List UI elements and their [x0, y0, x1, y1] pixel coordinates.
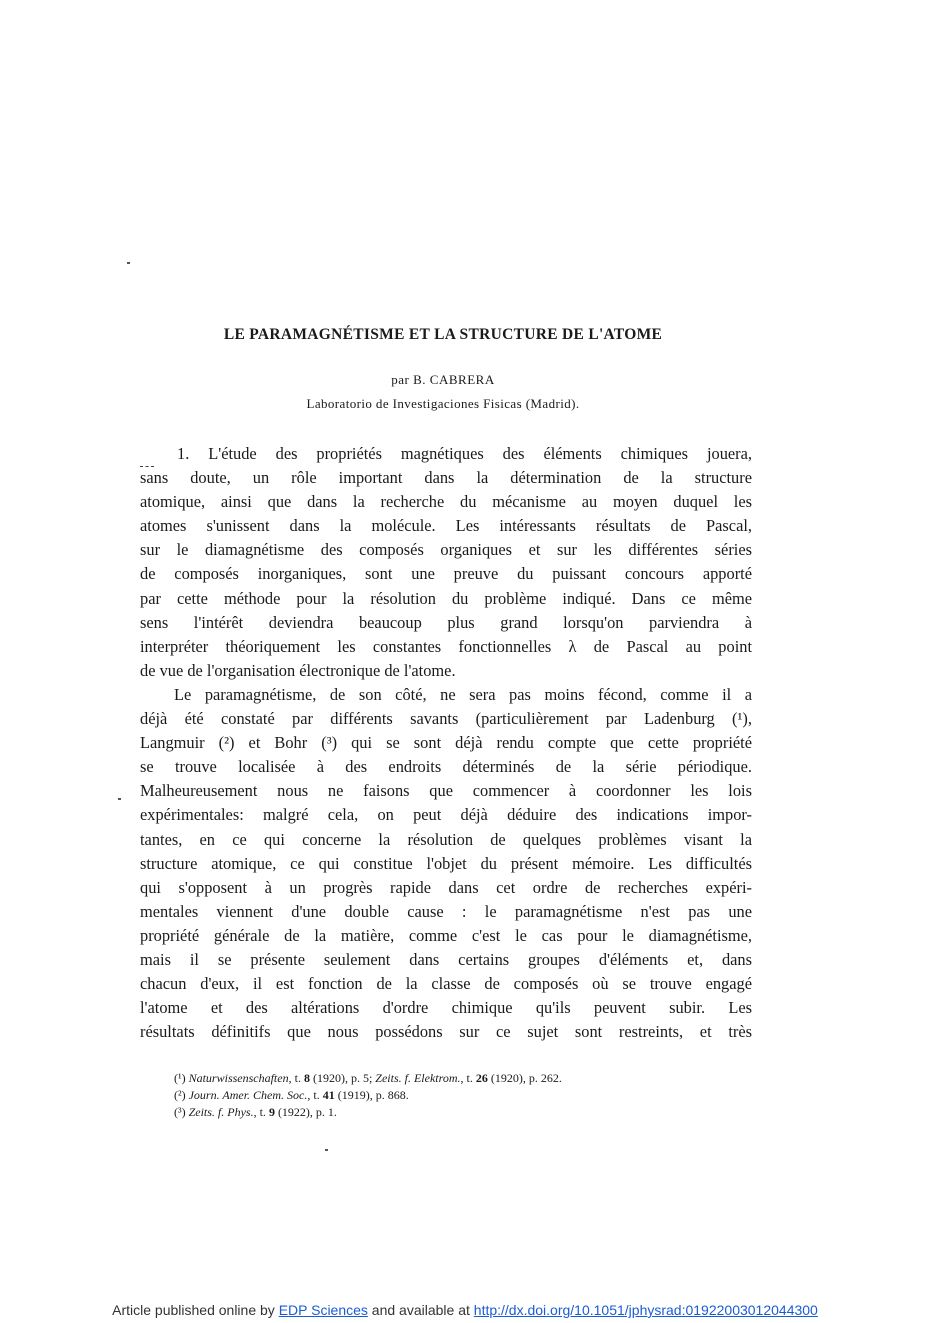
- body-line: par cette méthode pour la résolution du problème indiqué. Dans ce même: [140, 588, 752, 608]
- author-affiliation: Laboratorio de Investigaciones Fisicas (Madrid).: [306, 396, 580, 411]
- footnote-2: [174, 1087, 774, 1104]
- banner-prefix: Article published online by: [112, 1302, 279, 1318]
- footnote-mark: (³): [174, 1105, 186, 1119]
- body-line: sur le diamagnétisme des composés organiques et sur les différentes séries: [140, 540, 752, 560]
- footnote-text: , t.: [253, 1105, 269, 1119]
- body-line: l'atome et des altérations d'ordre chimique qu'ils peuvent subir. Les: [140, 998, 752, 1018]
- body-line: structure atomique, ce qui constitue l'objet du présent mémoire. Les difficultés: [140, 853, 752, 873]
- body-line: tantes, en ce qui concerne la résolution de quelques problèmes visant la: [140, 829, 752, 849]
- scan-speck: [325, 1149, 328, 1151]
- body-line: atomique, ainsi que dans la recherche du mécanisme au moyen duquel les: [140, 492, 752, 512]
- footnote-journal: Zeits. f. Elektrom.: [375, 1071, 461, 1085]
- footnote-volume: 26: [475, 1071, 488, 1085]
- body-line: 1. L'étude des propriétés magnétiques des éléments chimiques jouera,: [177, 444, 752, 463]
- footnote-journal: Zeits. f. Phys.: [188, 1105, 254, 1119]
- article-author: par B. CABRERA: [391, 372, 495, 387]
- footnote-volume: 8: [303, 1071, 310, 1085]
- article-title: LE PARAMAGNÉTISME ET LA STRUCTURE DE L'ATOME: [223, 326, 663, 343]
- footnote-3: [174, 1104, 774, 1121]
- footnote-mark: (²): [174, 1088, 186, 1102]
- footnote-mark: (¹): [174, 1071, 186, 1085]
- footnote-text: , t.: [460, 1071, 476, 1085]
- footnote-journal: Naturwissenschaften: [188, 1071, 289, 1085]
- body-line: déjà été constaté par différents savants (particulièrement par Ladenburg (¹),: [140, 709, 752, 729]
- scan-speck: [118, 798, 121, 800]
- body-line: chacun d'eux, il est fonction de la classe de composés où se trouve engagé: [140, 974, 752, 994]
- footnote-text: , t.: [307, 1088, 323, 1102]
- scan-speck: [127, 262, 130, 264]
- footnote-text: , t.: [288, 1071, 304, 1085]
- footnote-text: (1919), p. 868.: [334, 1088, 409, 1102]
- body-line: atomes s'unissent dans la molécule. Les intéressants résultats de Pascal,: [140, 516, 752, 536]
- banner-middle: and available at: [367, 1302, 474, 1318]
- body-line: propriété générale de la matière, comme c'est le cas pour le diamagnétisme,: [140, 925, 752, 945]
- footnote-1: [174, 1070, 774, 1087]
- footnote-text: (1922), p. 1.: [274, 1105, 337, 1119]
- footnotes: [174, 1070, 774, 1121]
- body-line: Malheureusement nous ne faisons que commencer à coordonner les lois: [140, 781, 752, 801]
- body-line: Langmuir (²) et Bohr (³) qui se sont déjà rendu compte que cette propriété: [140, 733, 752, 753]
- footnote-volume: 41: [322, 1088, 335, 1102]
- footnote-volume: 9: [268, 1105, 275, 1119]
- footnote-text: (1920), p. 262.: [487, 1071, 562, 1085]
- body-line: interpréter théoriquement les constantes fonctionnelles λ de Pascal au point: [140, 636, 752, 656]
- article-body: [140, 442, 752, 1044]
- footnote-text: (1920), p. 5;: [309, 1071, 376, 1085]
- publisher-banner: [0, 1302, 930, 1318]
- body-line: de composés inorganiques, sont une preuve du puissant concours apporté: [140, 564, 752, 584]
- body-line: résultats définitifs que nous possédons sur ce sujet sont restreints, et très: [140, 1022, 752, 1042]
- body-line: Le paramagnétisme, de son côté, ne sera pas moins fécond, comme il a: [174, 684, 752, 704]
- publisher-link[interactable]: EDP Sciences: [278, 1302, 368, 1318]
- body-line: de vue de l'organisation électronique de l'atome.: [140, 660, 456, 680]
- body-line: mentales viennent d'une double cause : le paramagnétisme n'est pas une: [140, 901, 752, 921]
- body-line: qui s'opposent à un progrès rapide dans cet ordre de recherches expéri-: [140, 877, 752, 897]
- doi-link[interactable]: http://dx.doi.org/10.1051/jphysrad:01922003012044300: [473, 1302, 818, 1318]
- body-line: sans doute, un rôle important dans la détermination de la structure: [140, 468, 752, 488]
- footnote-journal: Journ. Amer. Chem. Soc.: [188, 1088, 308, 1102]
- body-line: mais il se présente seulement dans certains groupes d'éléments et, dans: [140, 949, 752, 969]
- body-line: sens l'intérêt deviendra beaucoup plus grand lorsqu'on parviendra à: [140, 612, 752, 632]
- body-line: expérimentales: malgré cela, on peut déjà déduire des indications impor-: [140, 805, 752, 825]
- body-line: se trouve localisée à des endroits déterminés de la série périodique.: [140, 757, 752, 777]
